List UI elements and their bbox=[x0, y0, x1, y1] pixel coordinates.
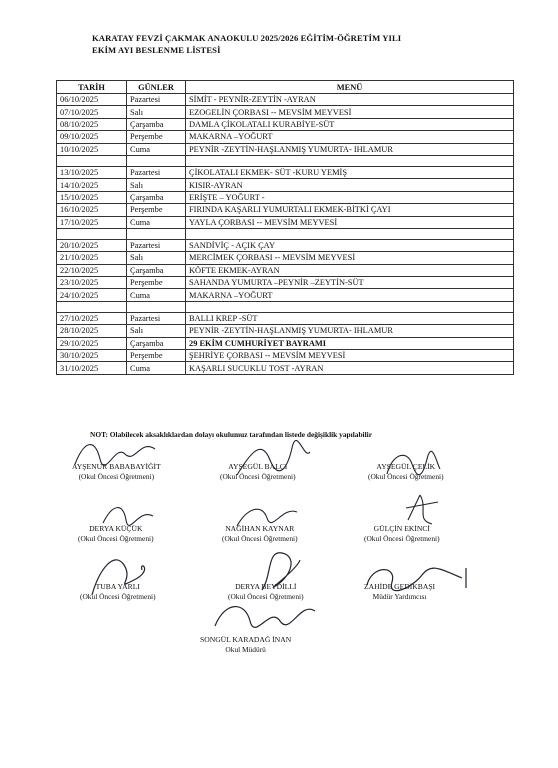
table-row bbox=[57, 239, 514, 251]
signer-name: DERYA KÜÇÜK bbox=[89, 524, 143, 533]
menu-cell: KÖFTE EKMEK-AYRAN bbox=[186, 264, 514, 276]
table-row bbox=[57, 216, 514, 228]
menu-cell: ŞEHRİYE ÇORBASI -- MEVSİM MEYVESİ bbox=[186, 350, 514, 362]
document-title bbox=[92, 32, 532, 56]
menu-cell: EZOGELİN ÇORBASI -- MEVSİM MEYVESİ bbox=[186, 106, 514, 118]
day-cell: Cuma bbox=[127, 143, 186, 155]
table-row bbox=[57, 264, 514, 276]
date-cell: 16/10/2025 bbox=[57, 204, 127, 216]
handwritten-signature bbox=[382, 444, 442, 484]
table-row bbox=[57, 350, 514, 362]
signer-name: ZAHİDE GEDİKBAŞI bbox=[364, 582, 436, 591]
menu-cell: YAYLA ÇORBASI -- MEVSİM MEYVESİ bbox=[186, 216, 514, 228]
menu-cell bbox=[186, 301, 514, 312]
title-line-1: KARATAY FEVZİ ÇAKMAK ANAOKULU 2025/2026 EĞİTİM-ÖĞRETİM YILI bbox=[92, 33, 402, 43]
day-cell: Salı bbox=[127, 252, 186, 264]
menu-cell: 29 EKİM CUMHURİYET BAYRAMI bbox=[186, 337, 514, 349]
date-cell: 24/10/2025 bbox=[57, 289, 127, 301]
date-cell: 17/10/2025 bbox=[57, 216, 127, 228]
signer-role: (Okul Öncesi Öğretmeni) bbox=[220, 471, 296, 481]
day-cell: Perşembe bbox=[127, 204, 186, 216]
header-menu: MENÜ bbox=[186, 81, 514, 94]
date-cell: 10/10/2025 bbox=[57, 143, 127, 155]
day-cell: Çarşamba bbox=[127, 118, 186, 130]
date-cell bbox=[57, 155, 127, 166]
menu-cell: FIRINDA KAŞARLI YUMURTALI EKMEK-BİTKİ ÇAYI bbox=[186, 204, 514, 216]
day-cell: Perşembe bbox=[127, 131, 186, 143]
table-row bbox=[57, 277, 514, 289]
date-cell: 28/10/2025 bbox=[57, 325, 127, 337]
day-cell: Çarşamba bbox=[127, 337, 186, 349]
handwritten-signature bbox=[252, 545, 302, 595]
day-cell: Cuma bbox=[127, 216, 186, 228]
menu-cell: KAŞARLI SUCUKLU TOST -AYRAN bbox=[186, 362, 514, 374]
signer-name: TUBA YARLI bbox=[95, 582, 140, 591]
menu-cell: PEYNİR -ZEYTİN-HAŞLANMIŞ YUMURTA- IHLAMUR bbox=[186, 325, 514, 337]
day-cell: Salı bbox=[127, 325, 186, 337]
signer-role: (Okul Öncesi Öğretmeni) bbox=[222, 533, 298, 543]
handwritten-signature bbox=[70, 434, 160, 474]
date-cell bbox=[57, 301, 127, 312]
signer-name: DERYA BEYDİLLİ bbox=[235, 582, 297, 591]
menu-table bbox=[56, 80, 514, 375]
menu-cell: ÇİKOLATALI EKMEK- SÜT -KURU YEMİŞ bbox=[186, 166, 514, 178]
day-cell bbox=[127, 155, 186, 166]
signer-role: (Okul Öncesi Öğretmeni) bbox=[80, 591, 156, 601]
handwritten-signature bbox=[232, 498, 302, 532]
signer-name: NAĞİHAN KAYNAR bbox=[225, 524, 295, 533]
table-row bbox=[57, 166, 514, 178]
menu-cell bbox=[186, 228, 514, 239]
date-cell: 27/10/2025 bbox=[57, 312, 127, 324]
date-cell: 20/10/2025 bbox=[57, 239, 127, 251]
date-cell: 30/10/2025 bbox=[57, 350, 127, 362]
signer-name: AYŞENUR BABABAYİĞİT bbox=[72, 462, 161, 471]
date-cell: 31/10/2025 bbox=[57, 362, 127, 374]
signer-role: Müdür Yardımcısı bbox=[372, 591, 427, 601]
table-row bbox=[57, 312, 514, 324]
table-row bbox=[57, 204, 514, 216]
menu-cell: DAMLA ÇİKOLATALI KURABİYE-SÜT bbox=[186, 118, 514, 130]
signer-name: SONGÜL KARADAĞ İNAN bbox=[200, 635, 292, 644]
menu-cell: PEYNİR -ZEYTİN-HAŞLANMIŞ YUMURTA- IHLAMUR bbox=[186, 143, 514, 155]
day-cell bbox=[127, 228, 186, 239]
date-cell: 14/10/2025 bbox=[57, 179, 127, 191]
day-cell: Salı bbox=[127, 179, 186, 191]
note-text: NOT: Olabilecek aksaklıklardan dolayı okulumuz tarafından listede değişiklik yapılabilir bbox=[90, 430, 372, 439]
signer-role: (Okul Öncesi Öğretmeni) bbox=[368, 471, 444, 481]
signer-name: AYŞEGÜL ÇELİK bbox=[376, 462, 436, 471]
signer-role: (Okul Öncesi Öğretmeni) bbox=[364, 533, 440, 543]
day-cell: Perşembe bbox=[127, 350, 186, 362]
date-cell: 21/10/2025 bbox=[57, 252, 127, 264]
table-row bbox=[57, 94, 514, 106]
day-cell: Çarşamba bbox=[127, 264, 186, 276]
handwritten-signature bbox=[232, 440, 312, 480]
table-header-row bbox=[57, 81, 514, 94]
handwritten-signature bbox=[210, 596, 320, 636]
date-cell: 22/10/2025 bbox=[57, 264, 127, 276]
table-row bbox=[57, 155, 514, 166]
table-row bbox=[57, 106, 514, 118]
table-row bbox=[57, 191, 514, 203]
day-cell: Pazartesi bbox=[127, 166, 186, 178]
table-row bbox=[57, 325, 514, 337]
date-cell: 08/10/2025 bbox=[57, 118, 127, 130]
title-line-2: EKİM AYI BESLENME LİSTESİ bbox=[92, 45, 221, 55]
day-cell: Pazartesi bbox=[127, 239, 186, 251]
menu-cell: BALLI KREP -SÜT bbox=[186, 312, 514, 324]
table-row bbox=[57, 301, 514, 312]
date-cell: 23/10/2025 bbox=[57, 277, 127, 289]
table-row bbox=[57, 252, 514, 264]
signer-role: (Okul Öncesi Öğretmeni) bbox=[78, 471, 155, 481]
signer-role: (Okul Öncesi Öğretmeni) bbox=[228, 591, 304, 601]
table-row bbox=[57, 228, 514, 239]
menu-cell: ERİŞTE – YOĞURT - bbox=[186, 191, 514, 203]
date-cell bbox=[57, 228, 127, 239]
menu-cell: SAHANDA YUMURTA –PEYNİR –ZEYTİN-SÜT bbox=[186, 277, 514, 289]
menu-cell: SANDİVİÇ - AÇIK ÇAY bbox=[186, 239, 514, 251]
date-cell: 15/10/2025 bbox=[57, 191, 127, 203]
signer-name: AYŞEGÜL BALCI bbox=[228, 462, 288, 471]
day-cell: Çarşamba bbox=[127, 191, 186, 203]
menu-cell: SİMİT - PEYNİR-ZEYTİN -AYRAN bbox=[186, 94, 514, 106]
day-cell bbox=[127, 301, 186, 312]
signer-role: (Okul Öncesi Öğretmeni) bbox=[78, 533, 154, 543]
signer-role: Okul Müdürü bbox=[225, 644, 266, 654]
day-cell: Cuma bbox=[127, 289, 186, 301]
table-row bbox=[57, 337, 514, 349]
menu-cell: MAKARNA –YOĞURT bbox=[186, 131, 514, 143]
handwritten-signature bbox=[398, 490, 443, 530]
day-cell: Cuma bbox=[127, 362, 186, 374]
table-row bbox=[57, 131, 514, 143]
handwritten-signature bbox=[362, 560, 472, 594]
date-cell: 06/10/2025 bbox=[57, 94, 127, 106]
signer-name: GÜLÇİN EKİNCİ bbox=[373, 524, 430, 533]
date-cell: 29/10/2025 bbox=[57, 337, 127, 349]
signature-block bbox=[200, 635, 291, 654]
menu-cell: KISIR-AYRAN bbox=[186, 179, 514, 191]
handwritten-signature bbox=[84, 550, 144, 600]
table-row bbox=[57, 362, 514, 374]
date-cell: 09/10/2025 bbox=[57, 131, 127, 143]
menu-cell: MAKARNA –YOĞURT bbox=[186, 289, 514, 301]
date-cell: 07/10/2025 bbox=[57, 106, 127, 118]
day-cell: Pazartesi bbox=[127, 312, 186, 324]
table-row bbox=[57, 289, 514, 301]
table-row bbox=[57, 179, 514, 191]
header-day: GÜNLER bbox=[127, 81, 186, 94]
day-cell: Salı bbox=[127, 106, 186, 118]
day-cell: Pazartesi bbox=[127, 94, 186, 106]
table-row bbox=[57, 143, 514, 155]
day-cell: Perşembe bbox=[127, 277, 186, 289]
date-cell: 13/10/2025 bbox=[57, 166, 127, 178]
header-date: TARİH bbox=[57, 81, 127, 94]
handwritten-signature bbox=[98, 498, 158, 532]
menu-cell bbox=[186, 155, 514, 166]
table-row bbox=[57, 118, 514, 130]
menu-cell: MERCİMEK ÇORBASI -- MEVSİM MEYVESİ bbox=[186, 252, 514, 264]
